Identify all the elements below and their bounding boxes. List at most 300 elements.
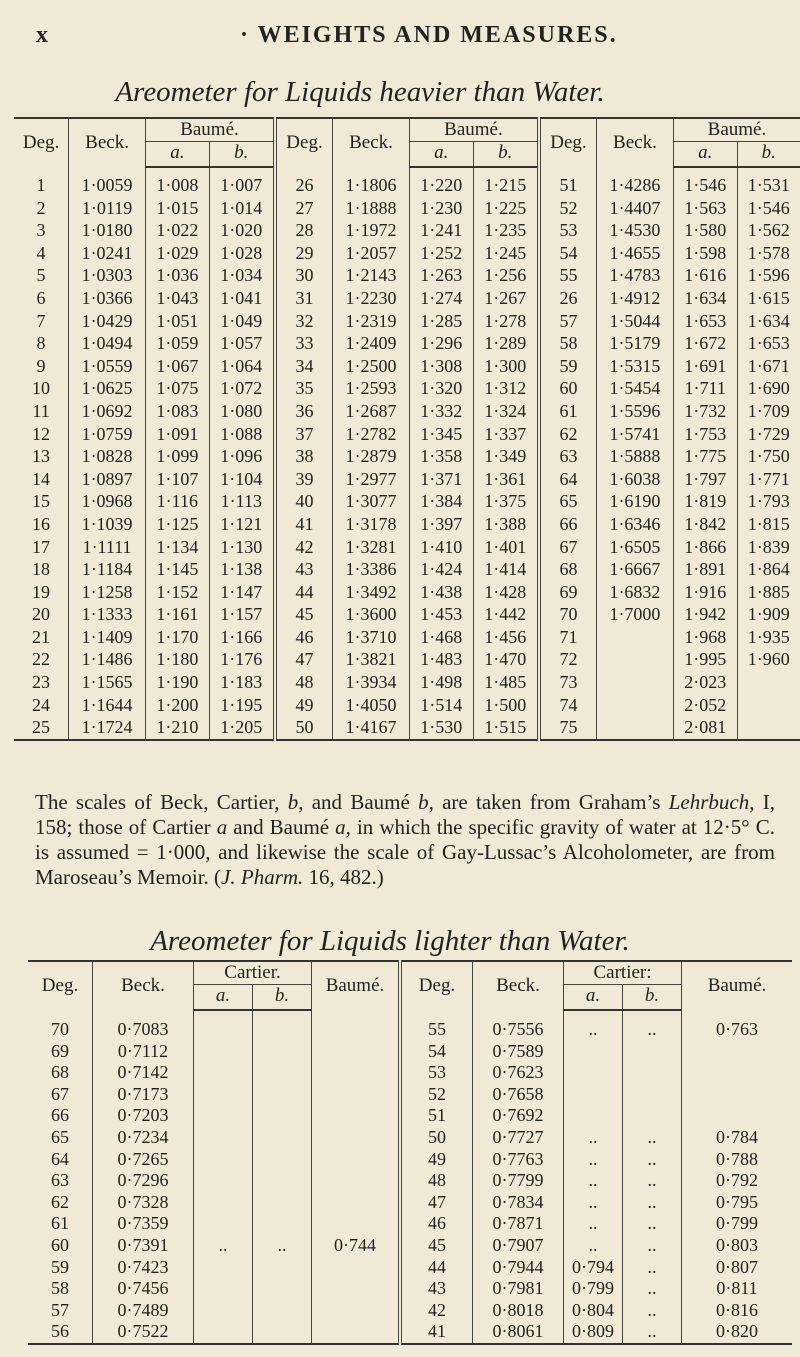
baume-b-cell: 1·121 — [209, 513, 275, 536]
baume-a-cell: 1·051 — [146, 310, 210, 333]
deg-cell: 10 — [14, 377, 69, 400]
deg-cell: 33 — [275, 332, 333, 355]
table-row — [28, 1149, 792, 1171]
baume-a-cell: 1·043 — [146, 287, 210, 310]
baume-a-cell: 1·691 — [673, 355, 737, 378]
beck-cell: 1·0828 — [69, 445, 146, 468]
baume-a-cell: 1·753 — [673, 423, 737, 446]
baume-b-cell: 1·166 — [209, 626, 275, 649]
baume-cell: 0·744 — [312, 1235, 401, 1257]
baume-a-cell: 1·995 — [673, 648, 737, 671]
baume-b-cell: 1·088 — [209, 423, 275, 446]
baume-a-cell: 1·358 — [409, 445, 473, 468]
table-row — [14, 536, 800, 559]
beck-cell: 0·7112 — [93, 1041, 194, 1063]
baume-a-cell: 1·672 — [673, 332, 737, 355]
beck-cell: 0·7391 — [93, 1235, 194, 1257]
deg-cell: 64 — [28, 1149, 93, 1171]
deg-cell: 54 — [400, 1041, 473, 1063]
baume-b-cell: 1·653 — [747, 333, 790, 354]
baume-a-cell: 1·438 — [409, 581, 473, 604]
beck-cell: 1·2687 — [333, 400, 410, 423]
deg-cell: 53 — [539, 219, 597, 242]
beck-cell: 0·7083 — [93, 1010, 194, 1041]
baume-a-cell: 1·819 — [673, 490, 737, 513]
baume-b-cell — [737, 694, 800, 717]
beck-cell: 1·4912 — [596, 287, 673, 310]
beck-cell: 1·2593 — [333, 377, 410, 400]
col-baume: Baumé. — [707, 975, 767, 996]
baume-a-cell: 1·075 — [146, 377, 210, 400]
deg-cell: 62 — [28, 1192, 93, 1214]
baume-cell — [312, 1041, 401, 1063]
baume-b-cell: 1·215 — [473, 167, 539, 197]
deg-cell: 69 — [28, 1041, 93, 1063]
beck-cell: 1·4655 — [596, 242, 673, 265]
baume-b-cell: 1·456 — [473, 626, 539, 649]
beck-cell: 0·7589 — [473, 1041, 564, 1063]
beck-cell: 1·2057 — [333, 242, 410, 265]
table1-title: Areometer for Liquids heavier than Water. — [115, 76, 605, 108]
baume-a-cell: 1·252 — [409, 242, 473, 265]
baume-a-cell: 1·968 — [673, 626, 737, 649]
deg-cell: 56 — [28, 1321, 93, 1344]
note-italic: J. Pharm. — [221, 865, 304, 889]
beck-cell: 1·1111 — [69, 536, 146, 559]
beck-cell: 1·4286 — [596, 167, 673, 197]
deg-cell: 37 — [275, 423, 333, 446]
cartier-a-cell: .. — [564, 1149, 623, 1171]
beck-cell — [596, 694, 673, 717]
cartier-b-cell — [253, 1321, 312, 1344]
beck-cell: 1·4407 — [596, 197, 673, 220]
deg-cell: 68 — [539, 558, 597, 581]
baume-a-cell: 1·125 — [146, 513, 210, 536]
beck-cell: 0·7296 — [93, 1170, 194, 1192]
deg-cell: 59 — [28, 1257, 93, 1279]
cartier-a-cell — [194, 1257, 253, 1279]
baume-cell: 0·784 — [716, 1126, 758, 1147]
table-row — [14, 648, 800, 671]
baume-a-cell: 1·170 — [146, 626, 210, 649]
col-a: a. — [673, 142, 737, 168]
baume-b-cell: 1·096 — [209, 445, 275, 468]
note-text: , I, 158; those of Cartier — [35, 790, 775, 839]
beck-cell: 1·4783 — [596, 264, 673, 287]
baume-a-cell: 1·842 — [673, 513, 737, 536]
baume-b-cell: 1·839 — [747, 536, 790, 557]
deg-cell: 8 — [14, 332, 69, 355]
col-beck: Beck. — [596, 118, 673, 167]
beck-cell: 1·0759 — [69, 423, 146, 446]
cartier-b-cell — [253, 1010, 312, 1041]
table-row — [28, 1192, 792, 1214]
baume-cell — [312, 1149, 401, 1171]
baume-cell — [312, 1300, 401, 1322]
beck-cell: 1·6190 — [596, 490, 673, 513]
beck-cell: 1·3492 — [333, 581, 410, 604]
baume-a-cell: 1·916 — [673, 581, 737, 604]
heavier-than-water-table — [14, 117, 800, 741]
cartier-b-cell: .. — [623, 1300, 682, 1322]
col-a: a. — [146, 142, 210, 168]
deg-cell: 29 — [275, 242, 333, 265]
table-row — [14, 581, 800, 604]
beck-cell: 1·3934 — [333, 671, 410, 694]
baume-a-cell: 1·029 — [146, 242, 210, 265]
baume-a-cell: 1·190 — [146, 671, 210, 694]
cartier-b-cell — [253, 1170, 312, 1192]
note-text: The scales of Beck, Cartier, — [35, 790, 288, 814]
beck-cell: 1·6038 — [596, 468, 673, 491]
baume-b-cell: 1·909 — [747, 604, 790, 625]
beck-cell: 0·7423 — [93, 1257, 194, 1279]
beck-cell: 1·2230 — [333, 287, 410, 310]
deg-cell: 39 — [275, 468, 333, 491]
deg-cell: 55 — [539, 264, 597, 287]
deg-cell: 45 — [400, 1235, 473, 1257]
baume-a-cell: 1·296 — [409, 332, 473, 355]
baume-b-cell: 1·049 — [209, 310, 275, 333]
table-row — [28, 1127, 792, 1149]
cartier-a-cell — [564, 1105, 623, 1127]
baume-b-cell: 1·300 — [473, 355, 539, 378]
col-beck: Beck. — [333, 118, 410, 167]
beck-cell: 1·6346 — [596, 513, 673, 536]
beck-cell: 1·5044 — [596, 310, 673, 333]
deg-cell: 62 — [539, 423, 597, 446]
deg-cell: 48 — [400, 1170, 473, 1192]
table-row — [28, 1062, 792, 1084]
deg-cell: 45 — [275, 603, 333, 626]
cartier-b-cell: .. — [623, 1170, 682, 1192]
col-cartier: Cartier. — [194, 961, 312, 985]
deg-cell: 41 — [275, 513, 333, 536]
beck-cell: 1·6505 — [596, 536, 673, 559]
baume-a-cell: 1·453 — [409, 603, 473, 626]
table-row — [14, 197, 800, 220]
baume-a-cell: 1·180 — [146, 648, 210, 671]
table-row — [28, 1235, 792, 1257]
cartier-a-cell — [194, 1278, 253, 1300]
cartier-b-cell — [253, 1084, 312, 1106]
col-baume: Baumé. — [146, 118, 275, 142]
deg-cell: 42 — [275, 536, 333, 559]
baume-b-cell: 1·324 — [473, 400, 539, 423]
beck-cell: 0·8061 — [473, 1321, 564, 1344]
deg-cell: 54 — [539, 242, 597, 265]
baume-a-cell: 1·116 — [146, 490, 210, 513]
baume-b-cell: 1·793 — [747, 491, 790, 512]
note-italic: a — [216, 815, 228, 839]
cartier-b-cell: .. — [623, 1149, 682, 1171]
baume-b-cell: 1·414 — [473, 558, 539, 581]
baume-a-cell: 1·397 — [409, 513, 473, 536]
baume-b-cell: 1·562 — [747, 220, 790, 241]
baume-a-cell: 1·308 — [409, 355, 473, 378]
beck-cell: 0·7522 — [93, 1321, 194, 1344]
table-row — [28, 1278, 792, 1300]
baume-a-cell: 1·410 — [409, 536, 473, 559]
baume-cell — [312, 1127, 401, 1149]
cartier-b-cell: .. — [623, 1321, 682, 1344]
beck-cell: 1·1039 — [69, 513, 146, 536]
beck-cell: 1·2977 — [333, 468, 410, 491]
col-cartier: Cartier: — [564, 961, 682, 985]
baume-cell: 0·811 — [716, 1278, 758, 1299]
deg-cell: 17 — [14, 536, 69, 559]
deg-cell: 30 — [275, 264, 333, 287]
col-b: b. — [473, 142, 539, 168]
baume-b-cell: 1·057 — [209, 332, 275, 355]
baume-b-cell: 1·041 — [209, 287, 275, 310]
baume-b-cell: 1·007 — [209, 167, 275, 197]
deg-cell: 52 — [400, 1084, 473, 1106]
deg-cell: 52 — [539, 197, 597, 220]
cartier-a-cell — [194, 1010, 253, 1041]
beck-cell: 0·7658 — [473, 1084, 564, 1106]
col-baume: Baumé. — [312, 961, 401, 1010]
baume-b-cell: 1·531 — [747, 175, 790, 195]
baume-b-cell: 1·205 — [209, 716, 275, 740]
baume-cell: 0·792 — [716, 1170, 758, 1191]
baume-a-cell: 1·134 — [146, 536, 210, 559]
deg-cell: 16 — [14, 513, 69, 536]
deg-cell: 3 — [14, 219, 69, 242]
deg-cell: 61 — [28, 1213, 93, 1235]
baume-a-cell: 1·274 — [409, 287, 473, 310]
beck-cell: 1·5315 — [596, 355, 673, 378]
cartier-a-cell: 0·794 — [564, 1257, 623, 1279]
baume-cell — [682, 1041, 793, 1063]
baume-a-cell: 1·285 — [409, 310, 473, 333]
deg-cell: 74 — [539, 694, 597, 717]
beck-cell: 1·1972 — [333, 219, 410, 242]
baume-cell: 0·816 — [716, 1299, 758, 1320]
cartier-a-cell: 0·799 — [564, 1278, 623, 1300]
cartier-b-cell — [623, 1105, 682, 1127]
table-row — [28, 1321, 792, 1344]
col-a: a. — [409, 142, 473, 168]
beck-cell: 1·0119 — [69, 197, 146, 220]
baume-cell: 0·788 — [716, 1148, 758, 1169]
cartier-a-cell: 0·809 — [564, 1321, 623, 1344]
baume-b-cell: 1·267 — [473, 287, 539, 310]
baume-cell — [312, 1213, 401, 1235]
baume-a-cell: 1·598 — [673, 242, 737, 265]
table-row — [14, 716, 800, 740]
table-row — [14, 468, 800, 491]
cartier-b-cell — [253, 1149, 312, 1171]
beck-cell: 1·2409 — [333, 332, 410, 355]
deg-cell: 63 — [539, 445, 597, 468]
deg-cell: 47 — [400, 1192, 473, 1214]
beck-cell: 1·1333 — [69, 603, 146, 626]
cartier-a-cell — [194, 1149, 253, 1171]
deg-cell: 22 — [14, 648, 69, 671]
baume-a-cell: 1·332 — [409, 400, 473, 423]
beck-cell: 1·0429 — [69, 310, 146, 333]
baume-b-cell — [737, 716, 800, 740]
deg-cell: 58 — [28, 1278, 93, 1300]
deg-cell: 51 — [539, 167, 597, 197]
table2-title: Areometer for Liquids lighter than Water. — [150, 925, 630, 957]
baume-cell — [312, 1010, 401, 1041]
cartier-a-cell — [564, 1041, 623, 1063]
baume-a-cell: 1·653 — [673, 310, 737, 333]
beck-cell: 0·7359 — [93, 1213, 194, 1235]
note-italic: a — [335, 815, 346, 839]
deg-cell: 60 — [539, 377, 597, 400]
beck-cell: 1·2879 — [333, 445, 410, 468]
beck-cell: 0·7871 — [473, 1213, 564, 1235]
baume-b-cell: 1·771 — [747, 468, 790, 489]
beck-cell: 1·7000 — [596, 603, 673, 626]
baume-a-cell: 1·580 — [673, 219, 737, 242]
beck-cell: 1·1565 — [69, 671, 146, 694]
beck-cell: 0·7556 — [473, 1010, 564, 1041]
deg-cell: 72 — [539, 648, 597, 671]
deg-cell: 38 — [275, 445, 333, 468]
cartier-a-cell — [194, 1084, 253, 1106]
beck-cell: 1·5454 — [596, 377, 673, 400]
baume-b-cell: 1·729 — [747, 423, 790, 444]
cartier-b-cell — [253, 1278, 312, 1300]
baume-b-cell: 1·289 — [473, 332, 539, 355]
baume-cell — [312, 1321, 401, 1344]
col-deg: Deg. — [28, 961, 93, 1010]
table-row — [14, 423, 800, 446]
deg-cell: 73 — [539, 671, 597, 694]
table-row — [28, 1300, 792, 1322]
cartier-b-cell: .. — [623, 1010, 682, 1041]
note-text: , and Baumé — [298, 790, 419, 814]
baume-b-cell: 1·138 — [209, 558, 275, 581]
deg-cell: 46 — [400, 1213, 473, 1235]
baume-b-cell: 1·500 — [473, 694, 539, 717]
beck-cell — [596, 648, 673, 671]
baume-b-cell: 1·750 — [747, 446, 790, 467]
deg-cell: 41 — [400, 1321, 473, 1344]
table-row — [28, 1041, 792, 1063]
baume-cell — [682, 1062, 793, 1084]
deg-cell: 14 — [14, 468, 69, 491]
cartier-a-cell — [194, 1213, 253, 1235]
baume-a-cell: 1·220 — [409, 167, 473, 197]
beck-cell: 1·3077 — [333, 490, 410, 513]
baume-a-cell: 1·775 — [673, 445, 737, 468]
baume-b-cell: 1·034 — [209, 264, 275, 287]
beck-cell: 1·5741 — [596, 423, 673, 446]
baume-cell — [682, 1084, 793, 1106]
deg-cell: 69 — [539, 581, 597, 604]
note-text: , are taken from Graham’s — [428, 790, 669, 814]
baume-a-cell: 1·059 — [146, 332, 210, 355]
baume-a-cell: 1·371 — [409, 468, 473, 491]
beck-cell: 0·7203 — [93, 1105, 194, 1127]
beck-cell: 1·5179 — [596, 332, 673, 355]
deg-cell: 23 — [14, 671, 69, 694]
beck-cell: 1·3386 — [333, 558, 410, 581]
deg-cell: 21 — [14, 626, 69, 649]
deg-cell: 57 — [28, 1300, 93, 1322]
beck-cell: 1·1888 — [333, 197, 410, 220]
baume-cell: 0·795 — [716, 1191, 758, 1212]
baume-a-cell: 1·616 — [673, 264, 737, 287]
deg-cell: 53 — [400, 1062, 473, 1084]
baume-cell — [312, 1084, 401, 1106]
table-row — [28, 1257, 792, 1279]
cartier-b-cell: .. — [623, 1257, 682, 1279]
table-row — [14, 603, 800, 626]
baume-cell: 0·820 — [716, 1321, 758, 1342]
deg-cell: 60 — [28, 1235, 93, 1257]
deg-cell: 49 — [400, 1149, 473, 1171]
deg-cell: 43 — [275, 558, 333, 581]
beck-cell: 1·0241 — [69, 242, 146, 265]
note-text: , in which the specific gravity of water at 12·5° C. is assumed = 1·000, and likewise the scale of Gay-Lussac’s Alcoholometer, are from Maroseau’s Memoir. ( — [35, 815, 775, 889]
beck-cell: 1·3710 — [333, 626, 410, 649]
baume-b-cell: 1·388 — [473, 513, 539, 536]
col-b: b. — [623, 985, 682, 1011]
cartier-a-cell: .. — [194, 1235, 253, 1257]
beck-cell: 0·7834 — [473, 1192, 564, 1214]
table-row — [28, 1213, 792, 1235]
baume-a-cell: 1·320 — [409, 377, 473, 400]
beck-cell: 1·5888 — [596, 445, 673, 468]
baume-cell — [682, 1105, 793, 1127]
deg-cell: 42 — [400, 1300, 473, 1322]
baume-b-cell: 1·256 — [473, 264, 539, 287]
baume-a-cell: 1·022 — [146, 219, 210, 242]
baume-cell — [312, 1257, 401, 1279]
baume-b-cell: 1·690 — [747, 378, 790, 399]
deg-cell: 57 — [539, 310, 597, 333]
baume-b-cell: 1·195 — [209, 694, 275, 717]
beck-cell: 1·2500 — [333, 355, 410, 378]
cartier-a-cell — [194, 1300, 253, 1322]
cartier-b-cell: .. — [623, 1127, 682, 1149]
baume-cell — [312, 1278, 401, 1300]
baume-a-cell: 1·424 — [409, 558, 473, 581]
deg-cell: 26 — [275, 167, 333, 197]
deg-cell: 2 — [14, 197, 69, 220]
deg-cell: 75 — [539, 716, 597, 740]
cartier-b-cell: .. — [623, 1235, 682, 1257]
baume-a-cell: 2·052 — [673, 694, 737, 717]
deg-cell: 31 — [275, 287, 333, 310]
cartier-a-cell — [194, 1105, 253, 1127]
cartier-b-cell: .. — [623, 1278, 682, 1300]
col-beck: Beck. — [473, 961, 564, 1010]
beck-cell: 1·1409 — [69, 626, 146, 649]
baume-b-cell: 1·864 — [747, 559, 790, 580]
cartier-b-cell — [253, 1257, 312, 1279]
baume-cell — [312, 1170, 401, 1192]
table-row — [14, 400, 800, 423]
deg-cell: 46 — [275, 626, 333, 649]
beck-cell: 1·0366 — [69, 287, 146, 310]
source-note — [35, 790, 775, 890]
baume-b-cell: 1·349 — [473, 445, 539, 468]
beck-cell: 1·4530 — [596, 219, 673, 242]
baume-b-cell: 1·278 — [473, 310, 539, 333]
col-b: b. — [253, 985, 312, 1011]
baume-a-cell: 1·797 — [673, 468, 737, 491]
deg-cell: 35 — [275, 377, 333, 400]
baume-b-cell: 1·245 — [473, 242, 539, 265]
baume-a-cell: 1·891 — [673, 558, 737, 581]
